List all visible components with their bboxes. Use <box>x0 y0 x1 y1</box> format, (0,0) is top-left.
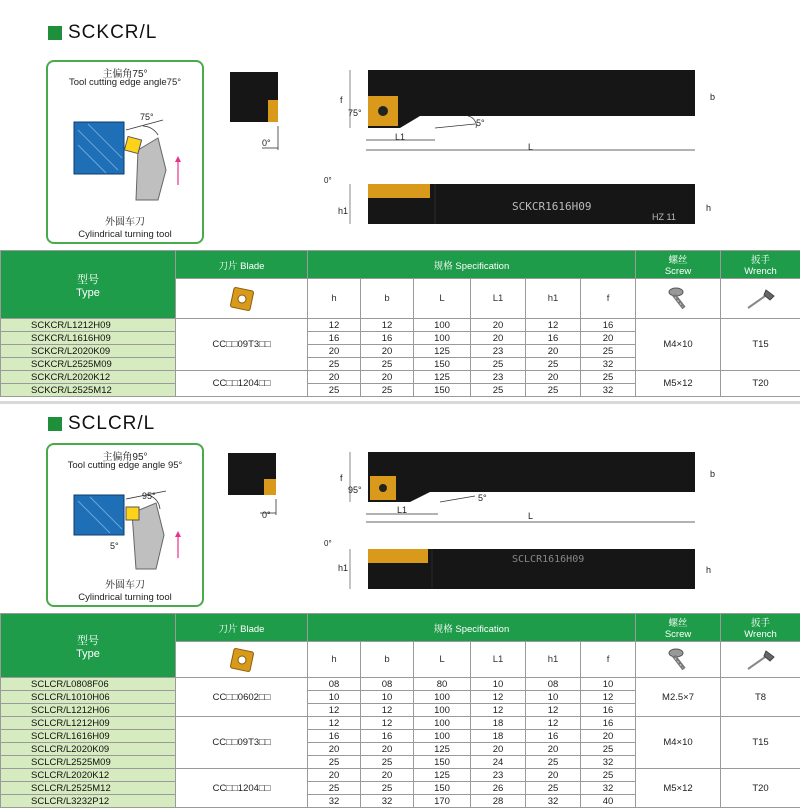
spec-value: 100 <box>414 691 471 704</box>
spec-table <box>0 250 800 397</box>
spec-value: 16 <box>581 319 636 332</box>
deg-5: 5° <box>476 118 485 128</box>
angle-diagram-box <box>46 60 204 244</box>
side-zero-angle: 0° <box>324 176 332 185</box>
spec-value: 20 <box>526 769 581 782</box>
dim-b: b <box>710 92 715 102</box>
spec-value: 20 <box>361 371 414 384</box>
spec-value: 25 <box>361 384 414 397</box>
dim-l1: L1 <box>397 505 407 515</box>
dim-f: f <box>340 95 343 105</box>
spec-value: 16 <box>361 730 414 743</box>
spec-col-b: b <box>361 642 414 678</box>
spec-value: 100 <box>414 704 471 717</box>
cyl-en-label: Cylindrical turning tool <box>48 592 202 603</box>
spec-value: 20 <box>526 743 581 756</box>
spec-value: 25 <box>308 782 361 795</box>
turning-diagram <box>48 90 202 215</box>
spec-value: 12 <box>361 717 414 730</box>
type-cell: SCLCR/L1212H09 <box>1 717 176 730</box>
section-sclcr <box>0 405 800 800</box>
deg-main: 75° <box>348 108 362 118</box>
table-row <box>1 717 800 730</box>
spec-value: 25 <box>308 756 361 769</box>
angle-cn-label: 主偏角95° <box>48 448 202 463</box>
spec-header: 规格 Specification <box>308 614 636 642</box>
type-cell: SCKCR/L2525M09 <box>1 358 176 371</box>
spec-col-h: h <box>308 279 361 319</box>
spec-value: 16 <box>361 332 414 345</box>
screw-header: 螺丝 Screw <box>636 614 721 642</box>
table-row <box>1 678 800 691</box>
spec-value: 16 <box>581 704 636 717</box>
section-title: SCKCR/L <box>68 22 157 44</box>
spec-value: 150 <box>414 756 471 769</box>
spec-col-l1: L1 <box>471 642 526 678</box>
section-title-row <box>48 413 155 435</box>
spec-col-h1: h1 <box>526 279 581 319</box>
wrench-header: 扳手 Wrench <box>721 614 800 642</box>
wrench-cell: T15 <box>721 717 800 769</box>
side-zero-angle: 0° <box>324 539 332 548</box>
spec-value: 25 <box>471 384 526 397</box>
spec-value: 25 <box>526 384 581 397</box>
screw-cell: M2.5×7 <box>636 678 721 717</box>
spec-value: 20 <box>308 345 361 358</box>
wrench-cell: T20 <box>721 769 800 808</box>
dim-l1: L1 <box>395 132 405 142</box>
cyl-en-label: Cylindrical turning tool <box>48 229 202 240</box>
angle-en-label: Tool cutting edge angle 95° <box>48 460 202 471</box>
spec-value: 32 <box>581 358 636 371</box>
section-divider <box>0 401 800 404</box>
spec-value: 18 <box>471 717 526 730</box>
type-header: 型号 Type <box>1 614 176 678</box>
spec-value: 20 <box>526 345 581 358</box>
screw-icon <box>636 642 721 678</box>
spec-value: 12 <box>471 704 526 717</box>
wrench-header: 扳手 Wrench <box>721 251 800 279</box>
blade-cell: CC□□09T3□□ <box>176 319 308 371</box>
spec-value: 80 <box>414 678 471 691</box>
spec-value: 25 <box>581 371 636 384</box>
spec-value: 100 <box>414 730 471 743</box>
spec-value: 12 <box>526 717 581 730</box>
title-marker <box>48 417 62 431</box>
blade-cell: CC□□1204□□ <box>176 371 308 397</box>
spec-table <box>0 613 800 808</box>
spec-value: 12 <box>471 691 526 704</box>
spec-value: 20 <box>361 345 414 358</box>
deg-main: 95° <box>348 485 362 495</box>
type-cell: SCLCR/L1616H09 <box>1 730 176 743</box>
angle-en-label: Tool cutting edge angle75° <box>48 77 202 88</box>
spec-value: 12 <box>581 691 636 704</box>
spec-value: 20 <box>471 332 526 345</box>
tool-end-view <box>222 68 297 158</box>
spec-value: 16 <box>308 332 361 345</box>
spec-value: 32 <box>581 756 636 769</box>
blade-header: 刀片 Blade <box>176 614 308 642</box>
spec-value: 16 <box>526 730 581 743</box>
spec-col-h1: h1 <box>526 642 581 678</box>
spec-value: 23 <box>471 371 526 384</box>
spec-value: 18 <box>471 730 526 743</box>
spec-value: 16 <box>308 730 361 743</box>
spec-value: 32 <box>526 795 581 808</box>
spec-value: 23 <box>471 769 526 782</box>
type-header: 型号 Type <box>1 251 176 319</box>
spec-col-b: b <box>361 279 414 319</box>
wrench-icon <box>721 279 800 319</box>
spec-value: 125 <box>414 769 471 782</box>
angle-value: 95° <box>142 491 156 501</box>
section-title-row <box>48 22 157 44</box>
spec-value: 25 <box>361 782 414 795</box>
spec-value: 32 <box>581 782 636 795</box>
type-cell: SCLCR/L1010H06 <box>1 691 176 704</box>
spec-value: 16 <box>526 332 581 345</box>
tool-side-view <box>330 545 700 593</box>
spec-value: 20 <box>308 743 361 756</box>
spec-value: 12 <box>361 704 414 717</box>
type-cell: SCLCR/L2020K12 <box>1 769 176 782</box>
shank-marking: SCKCR1616H09 <box>512 200 591 213</box>
type-cell: SCLCR/L2525M12 <box>1 782 176 795</box>
tool-top-view <box>330 68 700 158</box>
screw-cell: M4×10 <box>636 717 721 769</box>
angle-cn-label: 主偏角75° <box>48 65 202 80</box>
spec-value: 32 <box>361 795 414 808</box>
dim-l: L <box>528 511 533 521</box>
spec-value: 40 <box>581 795 636 808</box>
spec-value: 08 <box>361 678 414 691</box>
spec-value: 26 <box>471 782 526 795</box>
spec-value: 20 <box>581 332 636 345</box>
screw-cell: M5×12 <box>636 371 721 397</box>
deg-5: 5° <box>478 493 487 503</box>
dim-h: h <box>706 565 711 575</box>
end-zero-angle: 0° <box>262 138 271 148</box>
spec-value: 10 <box>581 678 636 691</box>
spec-value: 12 <box>361 319 414 332</box>
spec-value: 25 <box>581 769 636 782</box>
table-row <box>1 319 800 332</box>
wrench-icon <box>721 642 800 678</box>
section-title: SCLCR/L <box>68 413 155 435</box>
spec-value: 08 <box>526 678 581 691</box>
blade-cell: CC□□0602□□ <box>176 678 308 717</box>
spec-value: 20 <box>471 743 526 756</box>
screw-cell: M4×10 <box>636 319 721 371</box>
spec-value: 32 <box>581 384 636 397</box>
spec-value: 170 <box>414 795 471 808</box>
table-row <box>1 769 800 782</box>
insert-icon <box>176 279 308 319</box>
spec-value: 150 <box>414 384 471 397</box>
type-cell: SCKCR/L2020K12 <box>1 371 176 384</box>
spec-value: 25 <box>581 743 636 756</box>
spec-col-f: f <box>581 279 636 319</box>
spec-value: 125 <box>414 371 471 384</box>
spec-value: 25 <box>526 358 581 371</box>
tool-end-view <box>222 449 297 524</box>
spec-value: 20 <box>471 319 526 332</box>
spec-value: 32 <box>308 795 361 808</box>
type-cell: SCKCR/L1616H09 <box>1 332 176 345</box>
spec-value: 12 <box>308 704 361 717</box>
spec-value: 12 <box>526 319 581 332</box>
spec-col-l1: L1 <box>471 279 526 319</box>
angle-5: 5° <box>110 541 119 551</box>
type-cell: SCLCR/L2525M09 <box>1 756 176 769</box>
spec-value: 08 <box>308 678 361 691</box>
spec-value: 12 <box>308 319 361 332</box>
cyl-cn-label: 外圆车刀 <box>48 213 202 228</box>
tool-top-view <box>330 450 700 530</box>
blade-header: 刀片 Blade <box>176 251 308 279</box>
spec-value: 25 <box>361 358 414 371</box>
spec-col-h: h <box>308 642 361 678</box>
spec-value: 20 <box>361 743 414 756</box>
dim-b: b <box>710 469 715 479</box>
section-sckcr <box>0 0 800 400</box>
dim-h1: h1 <box>338 563 348 573</box>
dim-h: h <box>706 203 711 213</box>
spec-value: 20 <box>308 769 361 782</box>
wrench-cell: T8 <box>721 678 800 717</box>
insert-icon <box>176 642 308 678</box>
dim-f: f <box>340 473 343 483</box>
type-cell: SCLCR/L0808F06 <box>1 678 176 691</box>
title-marker <box>48 26 62 40</box>
spec-value: 150 <box>414 782 471 795</box>
spec-value: 10 <box>471 678 526 691</box>
spec-value: 28 <box>471 795 526 808</box>
angle-value: 75° <box>140 112 154 122</box>
spec-col-l: L <box>414 279 471 319</box>
spec-value: 100 <box>414 332 471 345</box>
spec-value: 10 <box>308 691 361 704</box>
type-cell: SCKCR/L1212H09 <box>1 319 176 332</box>
spec-value: 24 <box>471 756 526 769</box>
spec-col-f: f <box>581 642 636 678</box>
spec-value: 20 <box>526 371 581 384</box>
spec-value: 12 <box>308 717 361 730</box>
spec-value: 25 <box>526 756 581 769</box>
screw-header: 螺丝 Screw <box>636 251 721 279</box>
dim-h1: h1 <box>338 206 348 216</box>
blade-cell: CC□□1204□□ <box>176 769 308 808</box>
spec-value: 25 <box>361 756 414 769</box>
table-row <box>1 371 800 384</box>
type-cell: SCKCR/L2020K09 <box>1 345 176 358</box>
cyl-cn-label: 外圆车刀 <box>48 576 202 591</box>
blade-cell: CC□□09T3□□ <box>176 717 308 769</box>
type-cell: SCLCR/L3232P12 <box>1 795 176 808</box>
spec-col-l: L <box>414 642 471 678</box>
spec-value: 125 <box>414 743 471 756</box>
wrench-cell: T20 <box>721 371 800 397</box>
spec-value: 10 <box>526 691 581 704</box>
type-cell: SCKCR/L2525M12 <box>1 384 176 397</box>
turning-diagram <box>48 473 202 578</box>
spec-value: 150 <box>414 358 471 371</box>
screw-icon <box>636 279 721 319</box>
spec-value: 20 <box>581 730 636 743</box>
angle-diagram-box <box>46 443 204 607</box>
wrench-cell: T15 <box>721 319 800 371</box>
spec-value: 12 <box>526 704 581 717</box>
dim-l: L <box>528 142 533 152</box>
spec-value: 25 <box>308 358 361 371</box>
spec-value: 100 <box>414 717 471 730</box>
spec-value: 25 <box>581 345 636 358</box>
spec-value: 100 <box>414 319 471 332</box>
spec-value: 10 <box>361 691 414 704</box>
spec-value: 125 <box>414 345 471 358</box>
end-zero-angle: 0° <box>262 510 271 520</box>
shank-marking: SCLCR1616H09 <box>512 554 584 565</box>
spec-value: 20 <box>308 371 361 384</box>
spec-value: 16 <box>581 717 636 730</box>
spec-value: 23 <box>471 345 526 358</box>
spec-value: 25 <box>471 358 526 371</box>
spec-header: 规格 Specification <box>308 251 636 279</box>
spec-value: 25 <box>308 384 361 397</box>
hz-marking: HZ 11 <box>652 212 676 222</box>
type-cell: SCLCR/L1212H06 <box>1 704 176 717</box>
spec-value: 25 <box>526 782 581 795</box>
type-cell: SCLCR/L2020K09 <box>1 743 176 756</box>
spec-value: 20 <box>361 769 414 782</box>
screw-cell: M5×12 <box>636 769 721 808</box>
